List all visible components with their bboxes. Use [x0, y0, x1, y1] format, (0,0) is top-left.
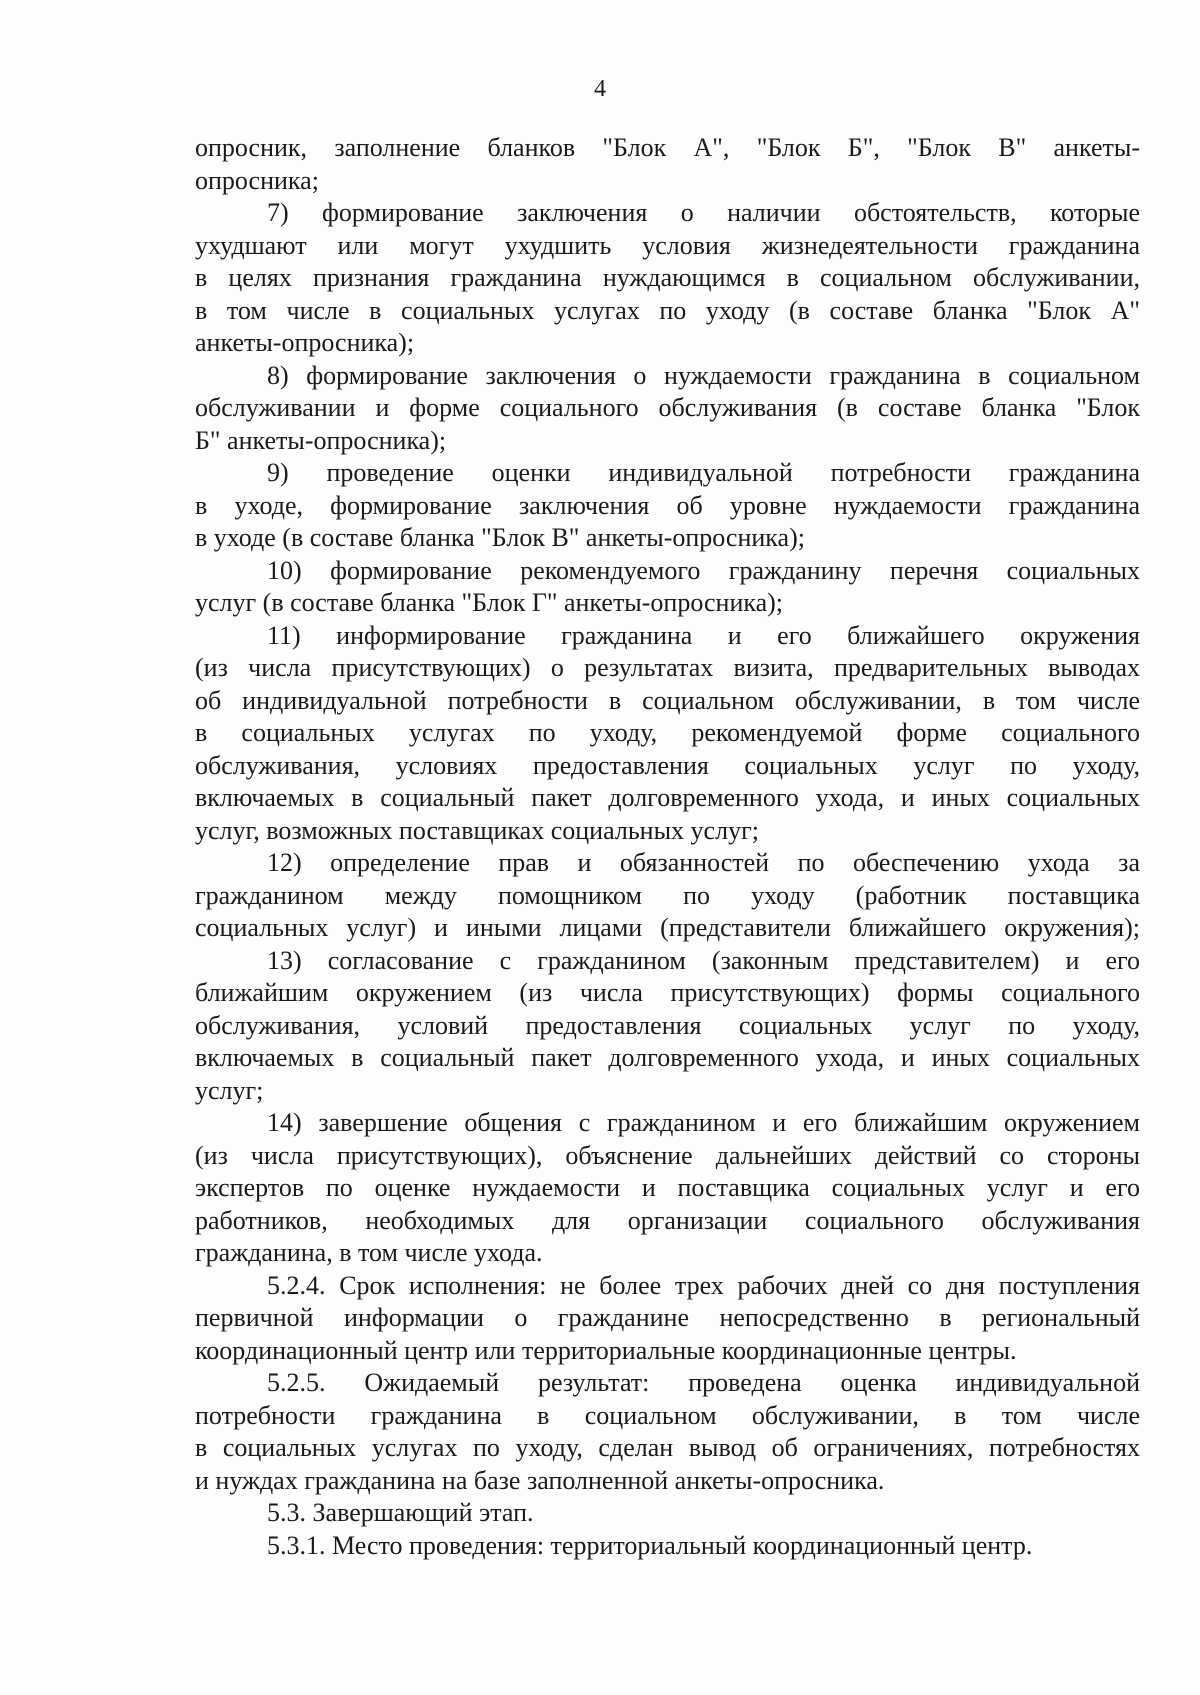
text-line: 9) проведение оценки индивидуальной потребности гражданина [267, 458, 1140, 487]
text-line: обслуживания, условий предоставления социальных услуг по уходу, [195, 1010, 1140, 1040]
text-line: услуг, возможных поставщиках социальных услуг; [195, 815, 759, 845]
text-line: координационный центр или территориальные координационные центры. [195, 1335, 1017, 1365]
text-line: обслуживания, условиях предоставления социальных услуг по уходу, [195, 750, 1140, 780]
text-line: 5.3. Завершающий этап. [267, 1498, 534, 1527]
text-line: 10) формирование рекомендуемого гражданину перечня социальных [267, 555, 1140, 585]
text-line: потребности гражданина в социальном обслуживании, в том числе [195, 1400, 1140, 1430]
text-line: гражданина, в том числе ухода. [195, 1238, 543, 1267]
text-line: 14) завершение общения с гражданином и его ближайшим окружением [267, 1108, 1140, 1137]
document-body [195, 132, 1140, 1562]
text-line: Б" анкеты-опросника); [195, 425, 447, 455]
text-line: в уходе (в составе бланка "Блок В" анкеты-опросника); [195, 523, 805, 552]
text-line: первичной информации о гражданине непосредственно в региональный [195, 1303, 1140, 1332]
text-line: ближайшим окружением (из числа присутствующих) формы социального [195, 978, 1140, 1007]
text-line: (из числа присутствующих) о результатах визита, предварительных выводах [195, 653, 1140, 682]
text-line: экспертов по оценке нуждаемости и поставщика социальных услуг и его [195, 1173, 1140, 1202]
text-line: в социальных услугах по уходу, сделан вывод об ограничениях, потребностях [195, 1433, 1140, 1462]
text-line: опросник, заполнение бланков "Блок А", "Блок Б", "Блок В" анкеты- [195, 133, 1140, 162]
text-line: включаемых в социальный пакет долговременного ухода, и иных социальных [195, 783, 1140, 812]
text-line: 13) согласование с гражданином (законным представителем) и его [267, 945, 1140, 975]
text-line: работников, необходимых для организации социального обслуживания [195, 1205, 1140, 1235]
text-line: об индивидуальной потребности в социальном обслуживании, в том числе [195, 685, 1140, 715]
text-line: 7) формирование заключения о наличии обстоятельств, которые [267, 198, 1140, 227]
text-line: и нуждах гражданина на базе заполненной анкеты-опросника. [195, 1465, 885, 1495]
text-line: 5.2.4. Срок исполнения: не более трех рабочих дней со дня поступления [267, 1270, 1140, 1300]
text-line: ухудшают или могут ухудшить условия жизнедеятельности гражданина [195, 230, 1140, 260]
text-line: в целях признания гражданина нуждающимся в социальном обслуживании, [195, 263, 1140, 292]
page-number: 4 [594, 76, 606, 102]
text-line: услуг (в составе бланка "Блок Г" анкеты-опросника); [195, 588, 784, 617]
text-line: обслуживании и форме социального обслуживания (в составе бланка "Блок [195, 393, 1140, 422]
text-line: гражданином между помощником по уходу (работник поставщика [195, 880, 1140, 910]
text-line: 5.3.1. Место проведения: территориальный координационный центр. [267, 1530, 1033, 1560]
text-line: (из числа присутствующих), объяснение дальнейших действий со стороны [195, 1140, 1140, 1170]
text-line: социальных услуг) и иными лицами (представители ближайшего окружения); [195, 913, 1140, 942]
text-line: 11) информирование гражданина и его ближайшего окружения [267, 620, 1140, 650]
text-line: 12) определение прав и обязанностей по обеспечению ухода за [267, 848, 1140, 877]
text-line: анкеты-опросника); [195, 328, 415, 357]
text-line: в том числе в социальных услугах по уходу (в составе бланка "Блок А" [195, 295, 1140, 325]
text-line: услуг; [195, 1075, 264, 1105]
text-line: в уходе, формирование заключения об уровне нуждаемости гражданина [195, 490, 1140, 520]
text-line: опросника; [195, 165, 319, 195]
text-line: 8) формирование заключения о нуждаемости гражданина в социальном [267, 360, 1140, 390]
text-line: включаемых в социальный пакет долговременного ухода, и иных социальных [195, 1043, 1140, 1072]
text-line: в социальных услугах по уходу, рекомендуемой форме социального [195, 718, 1140, 747]
text-line: 5.2.5. Ожидаемый результат: проведена оценка индивидуальной [267, 1368, 1140, 1397]
